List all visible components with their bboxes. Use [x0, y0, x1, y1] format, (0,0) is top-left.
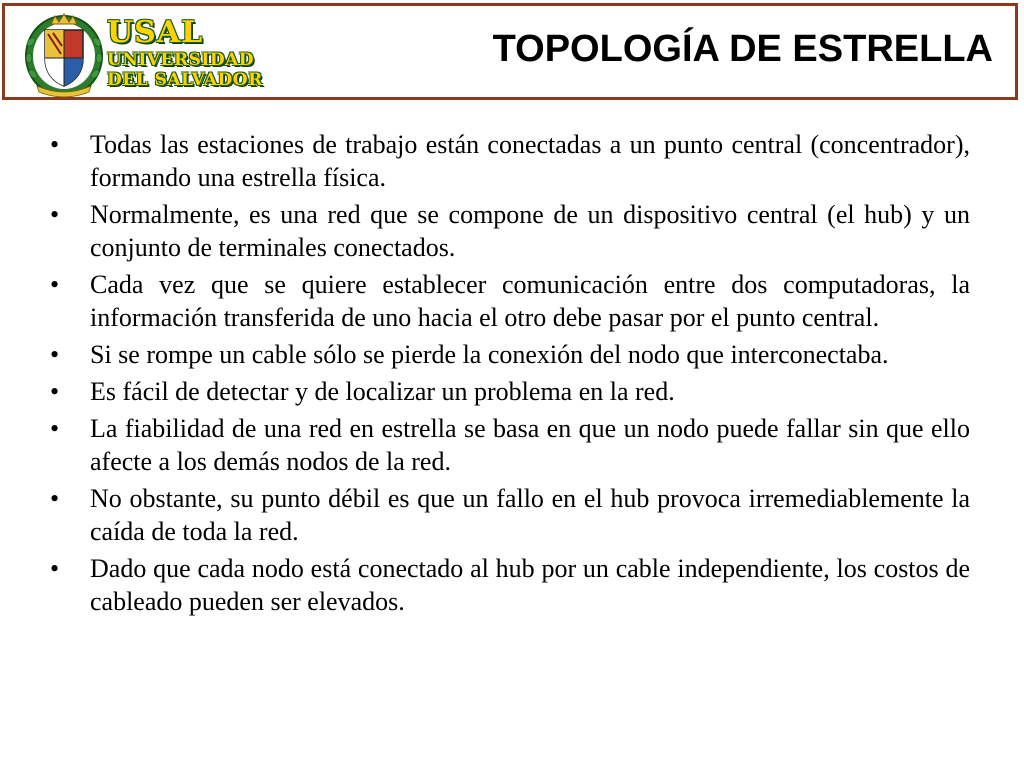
bullet-dot-icon: • — [50, 414, 60, 443]
university-crest-icon — [23, 12, 105, 98]
bullet-dot-icon: • — [50, 340, 60, 369]
bullet-dot-icon: • — [50, 270, 60, 299]
logo-wordmark — [107, 15, 303, 94]
bullet-item — [48, 375, 970, 408]
bullet-item — [48, 128, 970, 194]
bullet-text: Si se rompe un cable sólo se pierde la conexión del nodo que interconectaba. — [90, 340, 889, 369]
bullet-text: Dado que cada nodo está conectado al hub por un cable independiente, los costos de cableado pueden ser elevados. — [90, 554, 970, 616]
slide-header — [2, 3, 1018, 100]
bullet-text: Es fácil de detectar y de localizar un problema en la red. — [90, 377, 675, 406]
logo-line-universidad: UNIVERSIDAD — [107, 50, 254, 70]
logo-line-usal: USAL — [107, 15, 204, 50]
bullet-item — [48, 338, 970, 371]
logo-line-del-salvador: DEL SALVADOR — [107, 70, 263, 90]
bullet-dot-icon: • — [50, 200, 60, 229]
slide-title: TOPOLOGÍA DE ESTRELLA — [492, 28, 993, 70]
bullet-list — [48, 128, 970, 622]
bullet-text: No obstante, su punto débil es que un fallo en el hub provoca irremediablemente la caída de toda la red. — [90, 484, 970, 546]
bullet-dot-icon: • — [50, 484, 60, 513]
bullet-item — [48, 552, 970, 618]
bullet-item — [48, 198, 970, 264]
bullet-dot-icon: • — [50, 130, 60, 159]
bullet-item — [48, 482, 970, 548]
bullet-text: Cada vez que se quiere establecer comunicación entre dos computadoras, la información transferida de uno hacia el otro debe pasar por el punto central. — [90, 270, 970, 332]
bullet-text: Todas las estaciones de trabajo están conectadas a un punto central (concentrador), formando una estrella física. — [90, 130, 970, 192]
usal-logo — [23, 12, 303, 98]
bullet-item — [48, 412, 970, 478]
bullet-text: Normalmente, es una red que se compone de un dispositivo central (el hub) y un conjunto de terminales conectados. — [90, 200, 970, 262]
bullet-dot-icon: • — [50, 377, 60, 406]
bullet-dot-icon: • — [50, 554, 60, 583]
bullet-text: La fiabilidad de una red en estrella se basa en que un nodo puede fallar sin que ello afecte a los demás nodos de la red. — [90, 414, 970, 476]
bullet-item — [48, 268, 970, 334]
